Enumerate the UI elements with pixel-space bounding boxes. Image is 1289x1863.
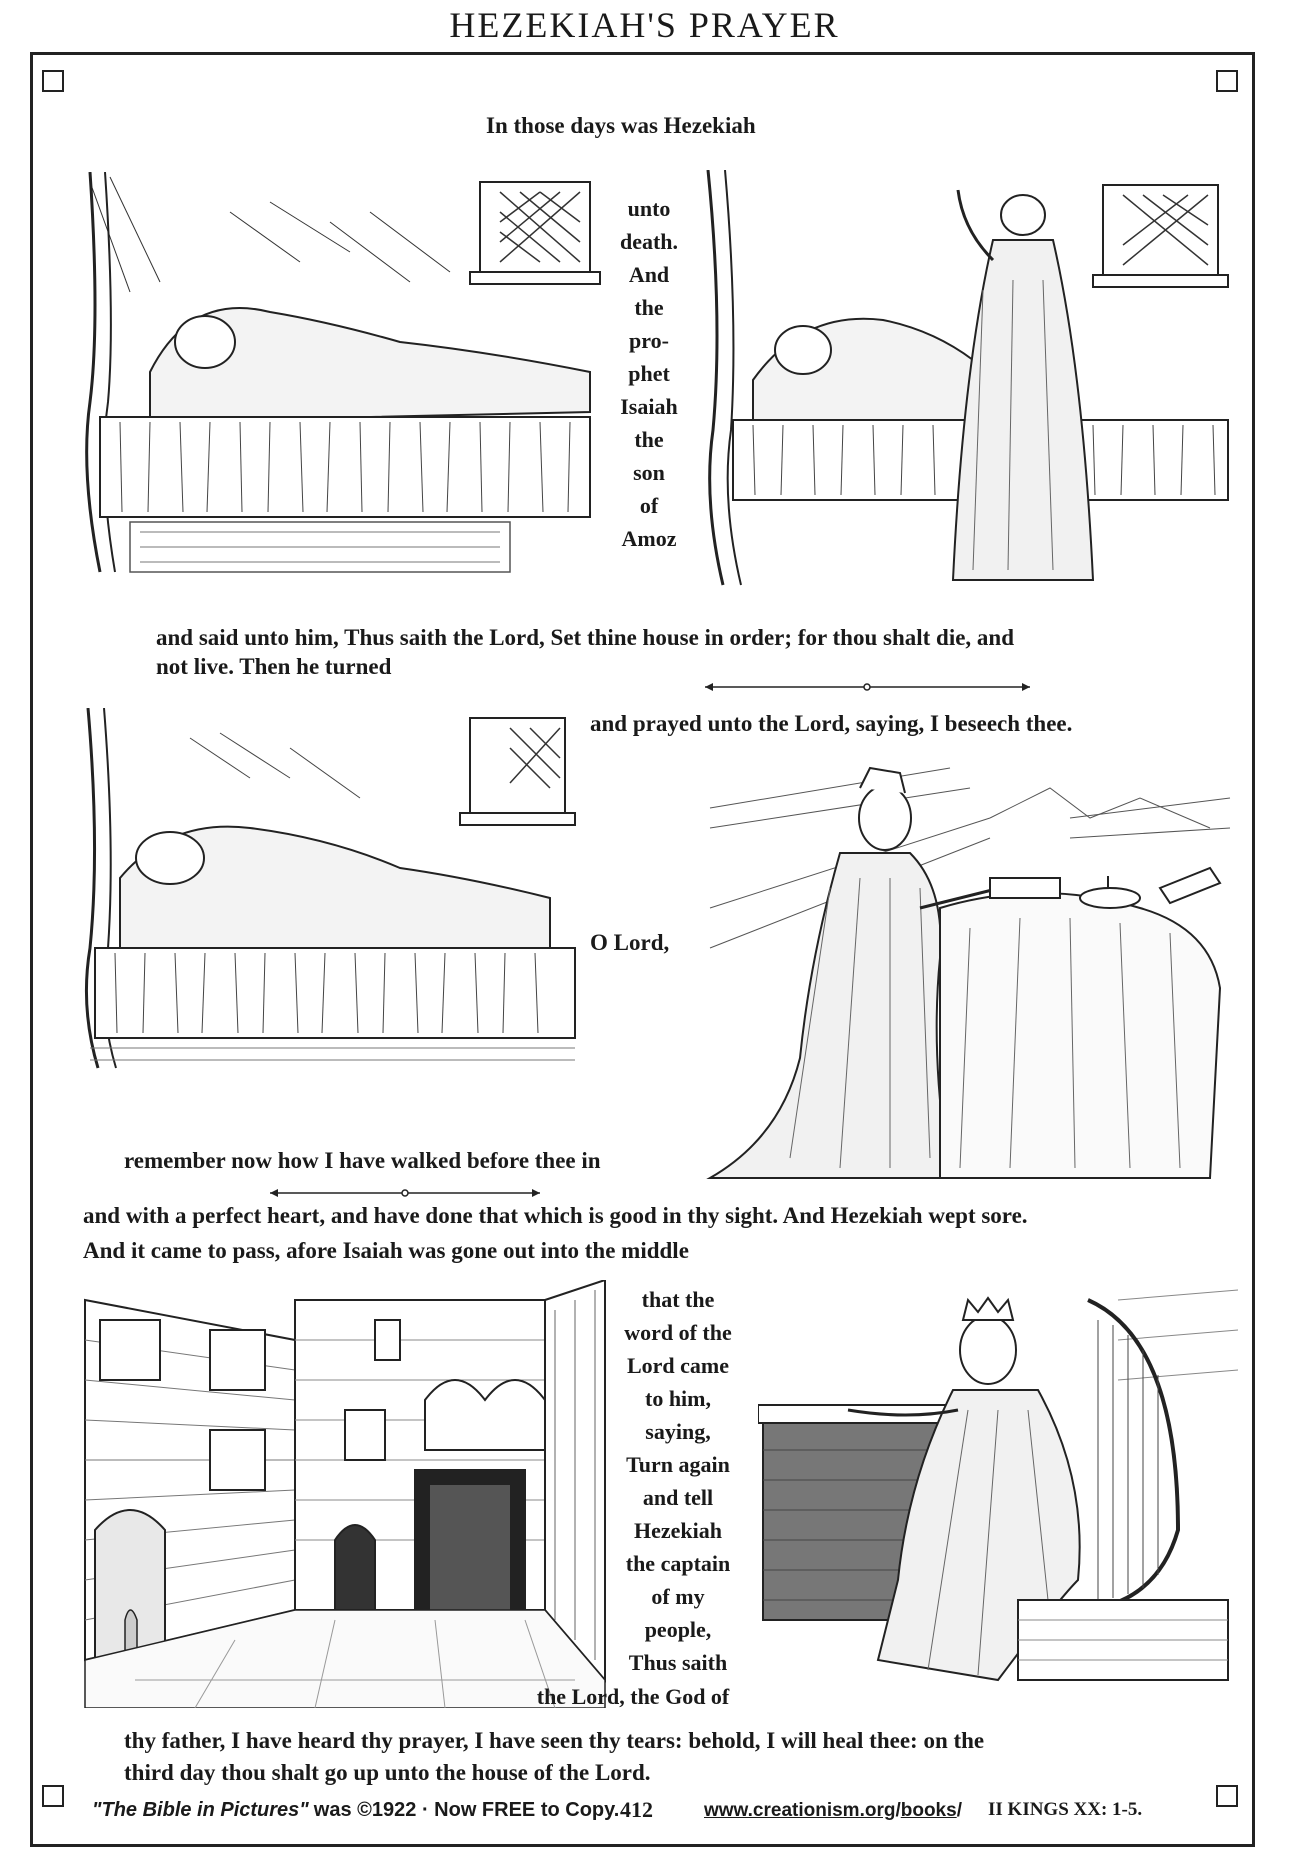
text-line: of	[639, 493, 659, 518]
text-line-1: In those days was Hezekiah	[486, 113, 756, 138]
text-line: that the	[641, 1287, 715, 1312]
text-line: Amoz	[621, 526, 677, 551]
text-line: saying,	[645, 1419, 711, 1444]
source-link-path[interactable]: books	[900, 1800, 957, 1821]
illustration-palace-courtyard	[75, 1280, 610, 1708]
text-line: pro-	[629, 328, 669, 353]
text-line: Thus saith	[628, 1650, 728, 1675]
text-line: Lord came	[626, 1353, 730, 1378]
column-text-2-last	[508, 1680, 758, 1713]
illustration-prophet-at-bedside	[693, 170, 1233, 590]
text-line: the	[634, 427, 664, 452]
column-text-1	[608, 192, 690, 555]
illustration-king-praying	[690, 758, 1235, 1193]
text-line: of my	[651, 1584, 705, 1609]
book-title: "The Bible in Pictures"	[92, 1799, 309, 1821]
illustration-king-turned-to-wall	[70, 708, 580, 1070]
ornament-divider	[705, 679, 1030, 689]
text-line-4: and prayed unto the Lord, saying, I beseech thee.	[590, 711, 1073, 736]
text-line: and tell	[642, 1485, 714, 1510]
text-line: Turn again	[626, 1452, 730, 1477]
corner-ornament	[42, 70, 64, 92]
ornament-divider	[270, 1185, 540, 1195]
illustration-king-with-harp	[758, 1280, 1238, 1690]
footer-credit	[92, 1799, 619, 1822]
text-line-5: O Lord,	[590, 930, 670, 955]
copyright-notice: was ©1922 · Now FREE to Copy.	[313, 1799, 620, 1821]
corner-ornament	[42, 1785, 64, 1807]
text-line-3: not live. Then he turned	[156, 654, 392, 679]
text-line: Hezekiah	[634, 1518, 722, 1543]
text-line-2: and said unto him, Thus saith the Lord, Set thine house in order; for thou shalt die, and	[156, 625, 1015, 650]
column-text-2	[604, 1283, 752, 1679]
source-link-host[interactable]: www.creationism.org	[704, 1800, 896, 1821]
text-line-7: and with a perfect heart, and have done that which is good in thy sight. And Hezekiah wept sore.	[83, 1203, 1028, 1228]
text-line: the	[634, 295, 664, 320]
source-link[interactable]: www.creationism.org/books/	[704, 1800, 962, 1821]
corner-ornament	[1216, 1785, 1238, 1807]
text-line-8: And it came to pass, afore Isaiah was gone out into the middle	[83, 1238, 689, 1263]
text-line-10: third day thou shalt go up unto the house of the Lord.	[124, 1760, 651, 1785]
text-line: the Lord, the God of	[536, 1684, 730, 1709]
text-line: phet	[628, 361, 670, 386]
illustration-king-in-bed	[70, 172, 605, 587]
text-line-6: remember now how I have walked before thee in	[124, 1148, 601, 1173]
text-line: word of the	[624, 1320, 732, 1345]
text-line: son	[633, 460, 665, 485]
scripture-reference: II KINGS XX: 1-5.	[988, 1799, 1143, 1820]
page-number: 412	[620, 1797, 653, 1822]
corner-ornament	[1216, 70, 1238, 92]
text-line: people,	[644, 1617, 712, 1642]
text-line: Isaiah	[620, 394, 678, 419]
text-line: And	[628, 262, 670, 287]
text-line: to him,	[645, 1386, 711, 1411]
text-line: death.	[619, 229, 679, 254]
text-line: unto	[627, 196, 671, 221]
text-line: the captain	[625, 1551, 731, 1576]
text-line-9: thy father, I have heard thy prayer, I have seen thy tears: behold, I will heal thee: on the	[124, 1728, 985, 1753]
page-title: HEZEKIAH'S PRAYER	[449, 5, 840, 45]
